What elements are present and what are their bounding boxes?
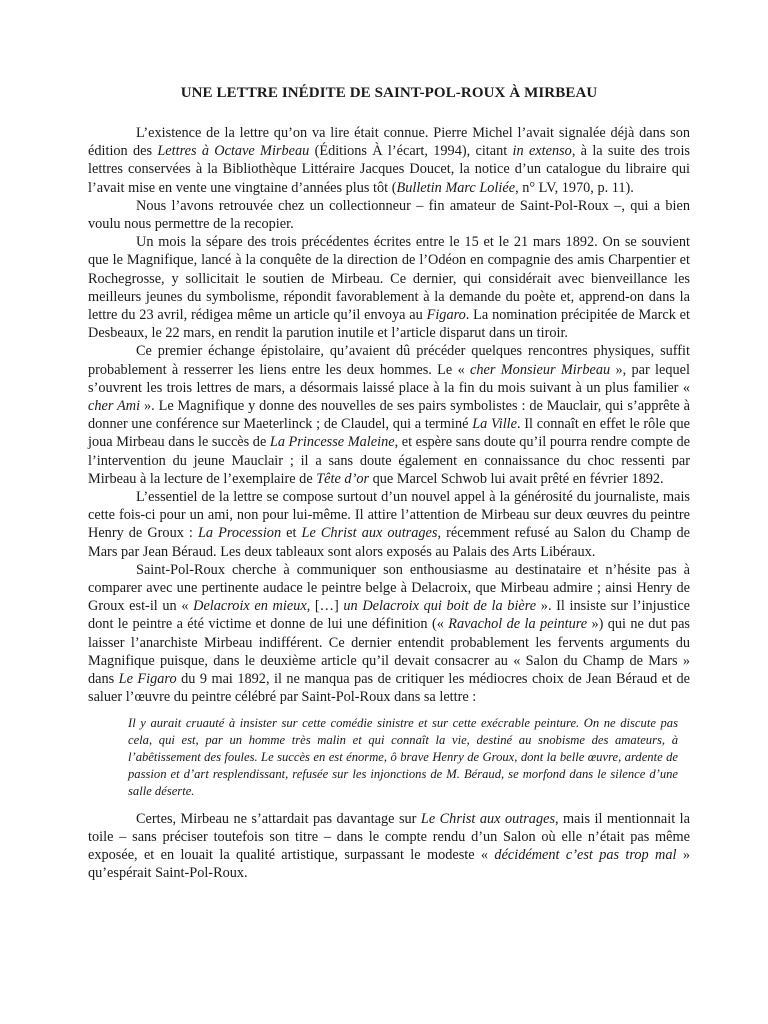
text-run: . La nomination précipitée de Marck et Desbeaux, le 22 mars, en rendit la parution inutile et l’article disparut dans un tiroir. <box>88 307 690 342</box>
italic-run: Tête d’or <box>316 470 370 487</box>
italic-run: Le Christ aux outrages <box>301 525 438 542</box>
italic-run: Ravachol de la peinture <box>448 616 588 633</box>
italic-run: La Procession <box>197 525 282 542</box>
text-run: , et espère sans doute qu’il pourra rendre compte de l’intervention du jeune Mauclair ; il a sans doute également en connaissance du choc ressenti par Mirbeau à la lecture de l’exemplaire de <box>88 434 690 487</box>
italic-run: La Princesse Maleine <box>269 434 395 451</box>
text-run: , à la suite des trois lettres conservées à la Bibliothèque Littéraire Jacques Doucet, la notice d’un catalogue du libraire qui l’avait mise en vente une vingtaine d’années plus tôt ( <box>88 143 690 196</box>
italic-run: La Ville <box>472 416 517 433</box>
text-run: », par lequel s’ouvrent les trois lettres de mars, a désormais laissé place à la fin du mois suivant à un plus familier « <box>88 361 690 396</box>
paragraph-4 <box>88 342 690 488</box>
text-run: L’existence de la lettre qu’on va lire était connue. Pierre Michel l’avait signalée déjà dans son édition des <box>88 125 690 160</box>
italic-run: cher Ami <box>88 398 141 415</box>
text-run: ». Il insiste sur l’injustice dont le peintre a été victime et donne de lui une définition (« <box>88 598 691 633</box>
text-run: . Il connaît en effet le rôle que joua Mirbeau dans le succès de <box>88 416 690 451</box>
text-run: Saint-Pol-Roux cherche à communiquer son enthousiasme au destinataire et n’hésite pas à comparer avec une pertinente audace le peintre belge à Delacroix, que Mirbeau admire ; ainsi Henry de Groux est-il un « <box>88 561 690 615</box>
italic-run: in extenso <box>512 143 572 160</box>
text-run: et <box>281 525 302 542</box>
text-run: ») qui ne dut pas laisser l’anarchiste Mirbeau indifférent. Ce dernier entendit probablement les fervents arguments du Magnifique puisque, dans le deuxième article qu’il devait consacrer au « Salon du Champ de Mars » dans <box>88 616 690 688</box>
block-quote <box>128 715 678 800</box>
italic-run: Figaro <box>426 307 466 324</box>
paragraph-3 <box>88 233 690 342</box>
italic-run: Bulletin Marc Loliée <box>396 179 516 196</box>
italic-run: décidément c’est pas trop mal <box>494 846 677 863</box>
text-run: , récemment refusé au Salon du Champ de Mars par Jean Béraud. Les deux tableaux sont alors exposés au Palais des Arts Libéraux. <box>88 525 690 560</box>
paragraph-5 <box>88 488 690 561</box>
italic-run: cher Monsieur Mirbeau <box>470 361 611 378</box>
text-run: Nous l’avons retrouvée chez un collectionneur – fin amateur de Saint-Pol-Roux –, qui a bien voulu nous permettre de la recopier. <box>88 197 690 233</box>
italic-run: Le Figaro <box>118 671 177 688</box>
italic-run: Lettres à Octave Mirbeau <box>157 143 310 160</box>
text-run: , […] <box>306 598 344 615</box>
text-run: Ce premier échange épistolaire, qu’avaient dû précéder quelques rencontres physiques, suffit probablement à resserrer les liens entre les deux hommes. Le « <box>88 343 690 378</box>
article-title: UNE LETTRE INÉDITE DE SAINT-POL-ROUX À MIRBEAU <box>180 85 598 101</box>
italic-run: un Delacroix qui boit de la bière <box>343 598 537 615</box>
italic-run: Delacroix en mieux <box>193 598 307 615</box>
text-run: que Marcel Schwob lui avait prêté en février 1892. <box>369 470 664 487</box>
paragraph-1 <box>88 124 690 197</box>
quote-text: Il y aurait cruauté à insister sur cette comédie sinistre et sur cette exécrable peinture. On ne discute pas cela, qui est, par un homme très malin et qui connaît la vie, destiné au snobisme des amateurs, à l’abêtissement des foules. Le succès en est énorme, ô brave Henry de Groux, dont la belle œuvre, ardente de passion et d’art resplendissant, refusée sur les injonctions de M. Béraud, se morfond dans le silence d’une salle déserte. <box>128 715 678 798</box>
text-run: (Éditions À l’écart, 1994), citant <box>309 143 513 160</box>
text-run: Certes, Mirbeau ne s’attardait pas davantage sur <box>136 810 421 827</box>
text-run: ». Le Magnifique y donne des nouvelles de ses pairs symbolistes : de Mauclair, qui s’apprête à donner une conférence sur Maeterlinck ; de Claudel, qui a terminé <box>88 398 691 433</box>
text-run: , mais il mentionnait la toile – sans préciser toutefois son titre – dans le compte rendu d’un Salon où elle n’était pas même exposée, et en louait la qualité artistique, surpassant le modeste « <box>88 810 690 863</box>
text-run: , n° LV, 1970, p. 11). <box>515 179 634 196</box>
text-run: » qu’espérait Saint-Pol-Roux. <box>88 846 690 882</box>
paragraph-6 <box>88 561 690 707</box>
text-run: L’essentiel de la lettre se compose surtout d’un nouvel appel à la générosité du journaliste, mais cette fois-ci pour un ami, non pour lui-même. Il attire l’attention de Mirbeau sur deux œuvres du peintre Henry de Groux : <box>88 489 690 542</box>
italic-run: Le Christ aux outrages <box>420 810 556 827</box>
paragraph-2 <box>88 197 690 233</box>
paragraph-7 <box>88 810 690 883</box>
text-run: Un mois la sépare des trois précédentes écrites entre le 15 et le 21 mars 1892. On se souvient que le Magnifique, lancé à la conquête de la direction de l’Odéon en compagnie des amis Charpentier et Rochegrosse, y sollicitait le soutien de Mirbeau. Ce dernier, qui considérait avec bienveillance les meilleurs jeunes du symbolisme, répondit favorablement à la demande du poète et, apprend-on dans la lettre du 23 avril, rédigea même un article qu’il envoya au <box>88 234 690 324</box>
text-run: du 9 mai 1892, il ne manqua pas de critiquer les médiocres choix de Jean Béraud et de saluer l’œuvre du peintre célébré par Saint-Pol-Roux dans sa lettre : <box>88 671 691 706</box>
